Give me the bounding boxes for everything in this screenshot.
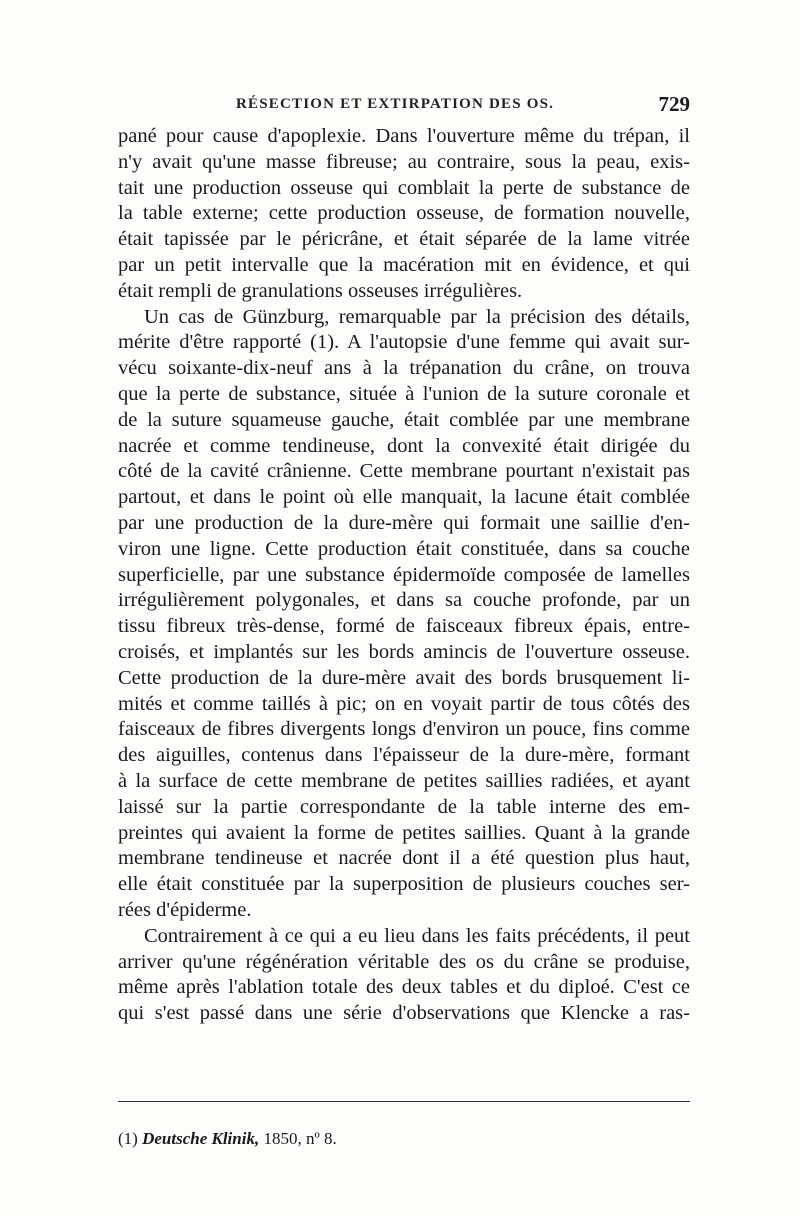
text-line: tait une production osseuse qui comblait la perte de substance de: [118, 176, 690, 199]
text-line: Cette production de la dure-mère avait des bords brusquement li-: [118, 666, 690, 689]
text-line: laissé sur la partie correspondante de la table interne des em-: [118, 795, 690, 818]
text-line: elle était constituée par la superposition de plusieurs couches ser-: [118, 873, 690, 896]
text-line: partout, et dans le point où elle manquait, la lacune était comblée: [118, 486, 690, 509]
text-line: même après l'ablation totale des deux tables et du diploé. C'est ce: [118, 976, 690, 999]
text-line: était rempli de granulations osseuses irrégulières.: [118, 279, 523, 302]
text-line: était tapissée par le péricrâne, et était séparée de la lame vitrée: [118, 228, 690, 251]
text-line: par une production de la dure-mère qui formait une saillie d'en-: [118, 511, 690, 534]
text-line: de la suture squameuse gauche, était comblée par une membrane: [118, 408, 690, 431]
footnote-divider: [118, 1101, 690, 1102]
text-line: par un petit intervalle que la macération mit en évidence, et qui: [118, 253, 690, 276]
text-line: qui s'est passé dans une série d'observations que Klencke a ras-: [118, 1002, 690, 1025]
running-head: [118, 92, 690, 118]
footnote-marker: (1): [118, 1129, 138, 1148]
text-line: nacrée et comme tendineuse, dont la convexité était dirigée du: [118, 434, 690, 457]
paragraph: [118, 124, 690, 305]
page-number: 729: [658, 92, 690, 116]
text-line: rées d'épiderme.: [118, 898, 252, 921]
text-line: preintes qui avaient la forme de petites saillies. Quant à la grande: [118, 821, 690, 844]
text-line: à la surface de cette membrane de petites saillies radiées, et ayant: [118, 769, 690, 792]
text-line: que la perte de substance, située à l'union de la suture coronale et: [118, 382, 690, 405]
paragraph: [118, 924, 690, 1027]
text-line: tissu fibreux très-dense, formé de faisceaux fibreux épais, entre-: [118, 615, 690, 638]
footnote: [118, 1128, 690, 1150]
running-title: RÉSECTION ET EXTIRPATION DES OS.: [236, 96, 555, 112]
text-line: croisés, et implantés sur les bords amincis de l'ouverture osseuse.: [118, 640, 690, 663]
text-line: membrane tendineuse et nacrée dont il a été question plus haut,: [118, 847, 690, 870]
paragraph: [118, 305, 690, 924]
footnote-details: 1850, nº 8.: [263, 1129, 337, 1148]
text-line: pané pour cause d'apoplexie. Dans l'ouverture même du trépan, il: [118, 125, 690, 147]
text-line: arriver qu'une régénération véritable des os du crâne se produise,: [118, 950, 690, 973]
text-line: des aiguilles, contenus dans l'épaisseur de la dure-mère, formant: [118, 744, 690, 767]
text-line: irrégulièrement polygonales, et dans sa couche profonde, par un: [118, 589, 690, 612]
text-line: côté de la cavité crânienne. Cette membrane pourtant n'existait pas: [118, 460, 690, 483]
footnote-source: Deutsche Klinik,: [142, 1129, 260, 1148]
text-line: mérite d'être rapporté (1). A l'autopsie d'une femme qui avait sur-: [118, 331, 690, 354]
text-line: Contrairement à ce qui a eu lieu dans les faits précédents, il peut: [144, 924, 690, 947]
text-line: vécu soixante-dix-neuf ans à la trépanation du crâne, on trouva: [118, 357, 690, 380]
text-line: mités et comme taillés à pic; on en voyait partir de tous côtés des: [118, 692, 690, 715]
text-line: la table externe; cette production osseuse, de formation nouvelle,: [118, 202, 690, 225]
body-text: [118, 124, 690, 1084]
text-line: superficielle, par une substance épidermoïde composée de lamelles: [118, 563, 690, 586]
text-line: n'y avait qu'une masse fibreuse; au contraire, sous la peau, exis-: [118, 150, 690, 173]
text-line: Un cas de Günzburg, remarquable par la précision des détails,: [144, 305, 690, 328]
text-line: viron une ligne. Cette production était constituée, dans sa couche: [118, 537, 690, 560]
text-line: faisceaux de fibres divergents longs d'environ un pouce, fins comme: [118, 718, 690, 741]
